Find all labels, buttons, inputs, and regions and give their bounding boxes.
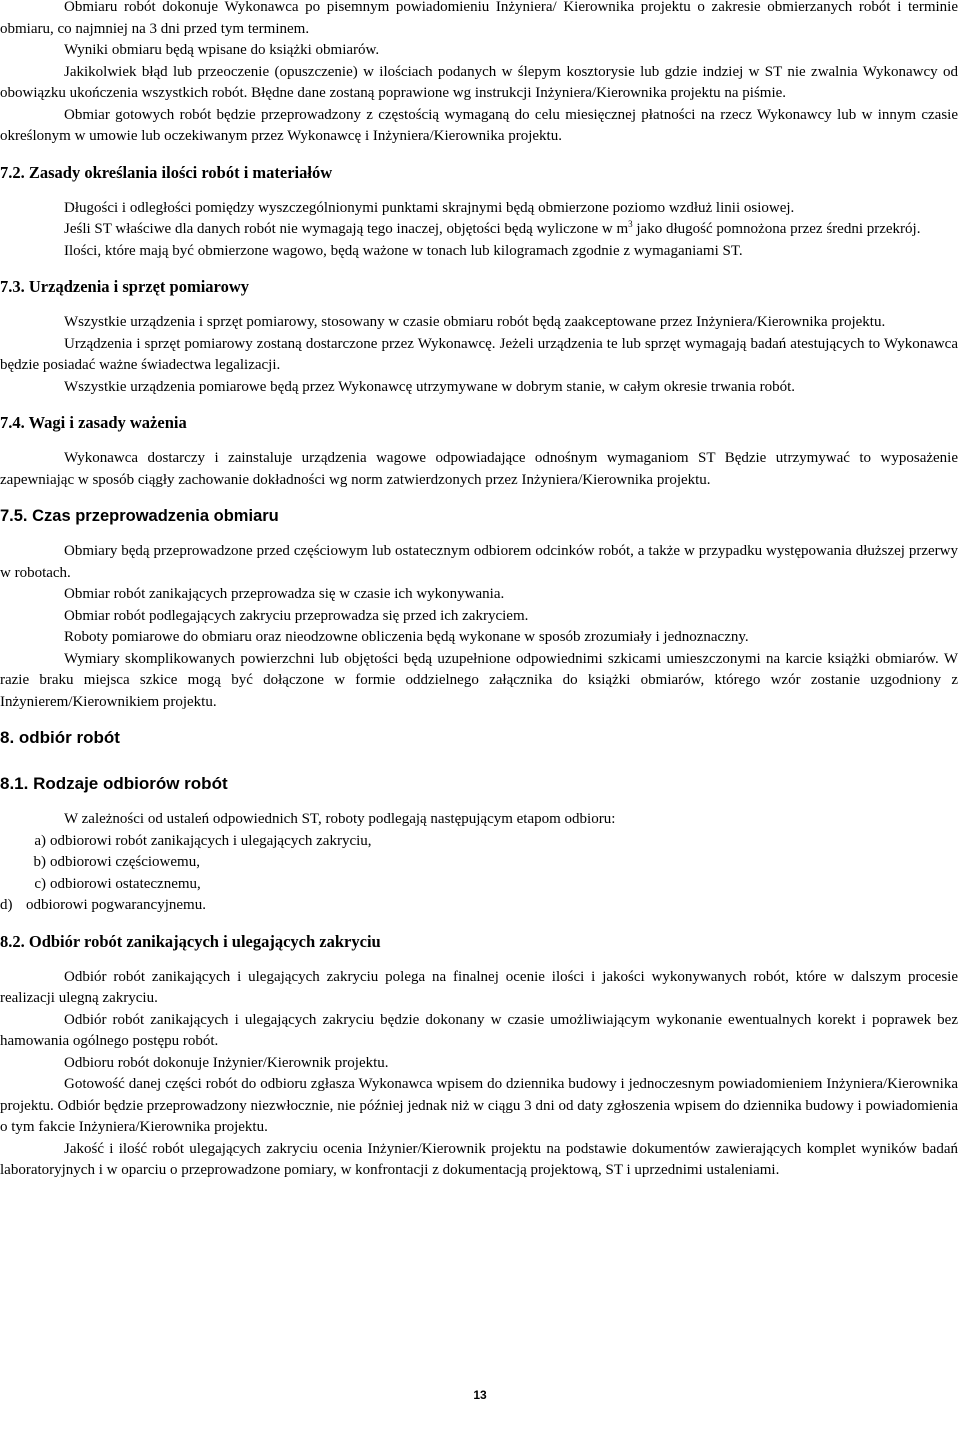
- heading-8: 8. odbiór robót: [0, 728, 120, 747]
- paragraph-7-2-2-text-rest: jako długość pomnożona przez średni przekrój.: [632, 221, 921, 237]
- list-marker: b): [33, 854, 46, 870]
- list-item-text: odbiorowi częściowemu,: [50, 854, 200, 870]
- paragraph-8-2-4: Gotowość danej części robót do odbioru zgłasza Wykonawca wpisem do dziennika budowy i jednoczesnym powiadomieniem Inżyniera/Kierownika projektu. Odbiór będzie przeprowadzony niezwłocznie, nie później jednak niż w ciągu 3 dni od daty zgłoszenia wpisem do dziennika budowy i powiadomienia o tym fakcie Inżyniera/Kierownika projektu.: [0, 1076, 958, 1135]
- paragraph-8-2-1: Odbiór robót zanikających i ulegających zakryciu polega na finalnej ocenie ilości i jakości wykonywanych robót, które w dalszym procesie realizacji ulegną zakryciu.: [0, 968, 958, 1006]
- heading-7-2: 7.2. Zasady określania ilości robót i materiałów: [0, 162, 333, 182]
- paragraph-8-2-3: Odbioru robót dokonuje Inżynier/Kierownik projektu.: [64, 1054, 389, 1071]
- paragraph-7-2-1: Długości i odległości pomiędzy wyszczególnionymi punktami skrajnymi będą obmierzone poziomo wzdłuż linii osiowej.: [64, 199, 795, 216]
- list-item: [0, 831, 958, 853]
- paragraph-8-1-intro: W zależności od ustaleń odpowiednich ST, roboty podlegają następującym etapom odbioru:: [64, 811, 616, 827]
- paragraph-7-4-1: Wykonawca dostarczy i zainstaluje urządzenia wagowe odpowiadające odnośnym wymaganiom ST Będzie utrzymywać to wyposażenie zapewniając w sposób ciągły zachowanie dokładności wg norm zatwierdzonych przez Inżyniera/Kierownika projektu.: [0, 450, 958, 488]
- paragraph-top-1: Obmiaru robót dokonuje Wykonawca po pisemnym powiadomieniu Inżyniera/ Kierownika projektu o zakresie obmierzanych robót i terminie obmiaru, co najmniej na 3 dni przed tym terminem.: [0, 0, 958, 37]
- list-item-text: odbiorowi robót zanikających i ulegających zakryciu,: [50, 832, 372, 849]
- paragraph-7-3-1: Wszystkie urządzenia i sprzęt pomiarowy, stosowany w czasie obmiaru robót będą zaakceptowane przez Inżyniera/Kierownika projektu.: [64, 314, 886, 330]
- heading-7-3: 7.3. Urządzenia i sprzęt pomiarowy: [0, 277, 249, 296]
- list-marker: d): [0, 897, 13, 913]
- list-item-text: odbiorowi ostatecznemu,: [50, 875, 201, 892]
- list-item: [0, 895, 958, 917]
- heading-7-4: 7.4. Wagi i zasady ważenia: [0, 413, 187, 432]
- paragraph-7-5-1: Obmiary będą przeprowadzone przed częściowym lub ostatecznym odbiorem odcinków robót, a także w przypadku występowania dłuższej przerwy w robotach.: [0, 543, 958, 581]
- heading-8-2: 8.2. Odbiór robót zanikających i ulegających zakryciu: [0, 931, 381, 951]
- paragraph-7-5-5: Wymiary skomplikowanych powierzchni lub objętości będą uzupełnione odpowiednimi szkicami umieszczonymi na karcie książki obmiarów. W razie braku miejsca szkice mogą być dołączone w formie oddzielnego załącznika do książki obmiarów, którego wzór zostanie uzgodniony z Inżynierem/Kierownikiem projektu.: [0, 650, 958, 710]
- paragraph-top-4: Obmiar gotowych robót będzie przeprowadzony z częstością wymaganą do celu miesięcznej płatności na rzecz Wykonawcy lub w innym czasie określonym w umowie lub oczekiwanym przez Wykonawcę i Inżyniera/Kierownika projektu.: [0, 106, 958, 144]
- paragraph-7-5-4: Roboty pomiarowe do obmiaru oraz nieodzowne obliczenia będą wykonane w sposób zrozumiały i jednoznaczny.: [64, 629, 749, 645]
- paragraph-7-2-2-text: Jeśli ST właściwe dla danych robót nie wymagają tego inaczej, objętości będą wyliczone w m: [64, 221, 629, 237]
- list-odbiory: [0, 831, 958, 917]
- paragraph-8-2-2: Odbiór robót zanikających i ulegających zakryciu będzie dokonany w czasie umożliwiającym wykonanie ewentualnych korekt i poprawek bez hamowania ogólnego postępu robót.: [0, 1011, 958, 1049]
- list-marker: a): [34, 832, 46, 849]
- paragraph-7-2-2: [0, 219, 958, 241]
- paragraph-7-5-3: Obmiar robót podlegających zakryciu przeprowadza się przed ich zakryciem.: [64, 607, 529, 624]
- paragraph-top-3: Jakikolwiek błąd lub przeoczenie (opuszczenie) w ilościach podanych w ślepym kosztorysie lub gdzie indziej w ST nie zwalnia Wykonawcy od obowiązku ukończenia wszystkich robót. Błędne dane zostaną poprawione wg instrukcji Inżyniera/Kierownika projektu na piśmie.: [0, 63, 958, 101]
- list-marker: c): [34, 875, 46, 892]
- paragraph-7-3-3: Wszystkie urządzenia pomiarowe będą przez Wykonawcę utrzymywane w dobrym stanie, w całym okresie trwania robót.: [64, 378, 796, 395]
- heading-8-1: 8.1. Rodzaje odbiorów robót: [0, 774, 228, 793]
- paragraph-top-2: Wyniki obmiaru będą wpisane do książki obmiarów.: [64, 42, 380, 58]
- list-item: [0, 852, 958, 874]
- paragraph-8-2-5: Jakość i ilość robót ulegających zakryciu ocenia Inżynier/Kierownik projektu na podstawie dokumentów zawierających komplet wyników badań laboratoryjnych i w oparciu o przeprowadzone pomiary, w konfrontacji z dokumentacją projektową, ST i uprzednimi ustaleniami.: [0, 1140, 958, 1178]
- heading-7-5: 7.5. Czas przeprowadzenia obmiaru: [0, 507, 279, 525]
- superscript: 3: [628, 219, 633, 229]
- paragraph-7-3-2: Urządzenia i sprzęt pomiarowy zostaną dostarczone przez Wykonawcę. Jeżeli urządzenia te lub sprzęt wymagają badań atestujących to Wykonawca będzie posiadać ważne świadectwa legalizacji.: [0, 335, 958, 373]
- list-item-text: odbiorowi pogwarancyjnemu.: [26, 897, 206, 913]
- page-number: 13: [473, 1388, 487, 1402]
- paragraph-7-5-2: Obmiar robót zanikających przeprowadza się w czasie ich wykonywania.: [64, 586, 505, 602]
- paragraph-7-2-3: Ilości, które mają być obmierzone wagowo, będą ważone w tonach lub kilogramach zgodnie z wymaganiami ST.: [64, 242, 743, 259]
- list-item: [0, 874, 958, 896]
